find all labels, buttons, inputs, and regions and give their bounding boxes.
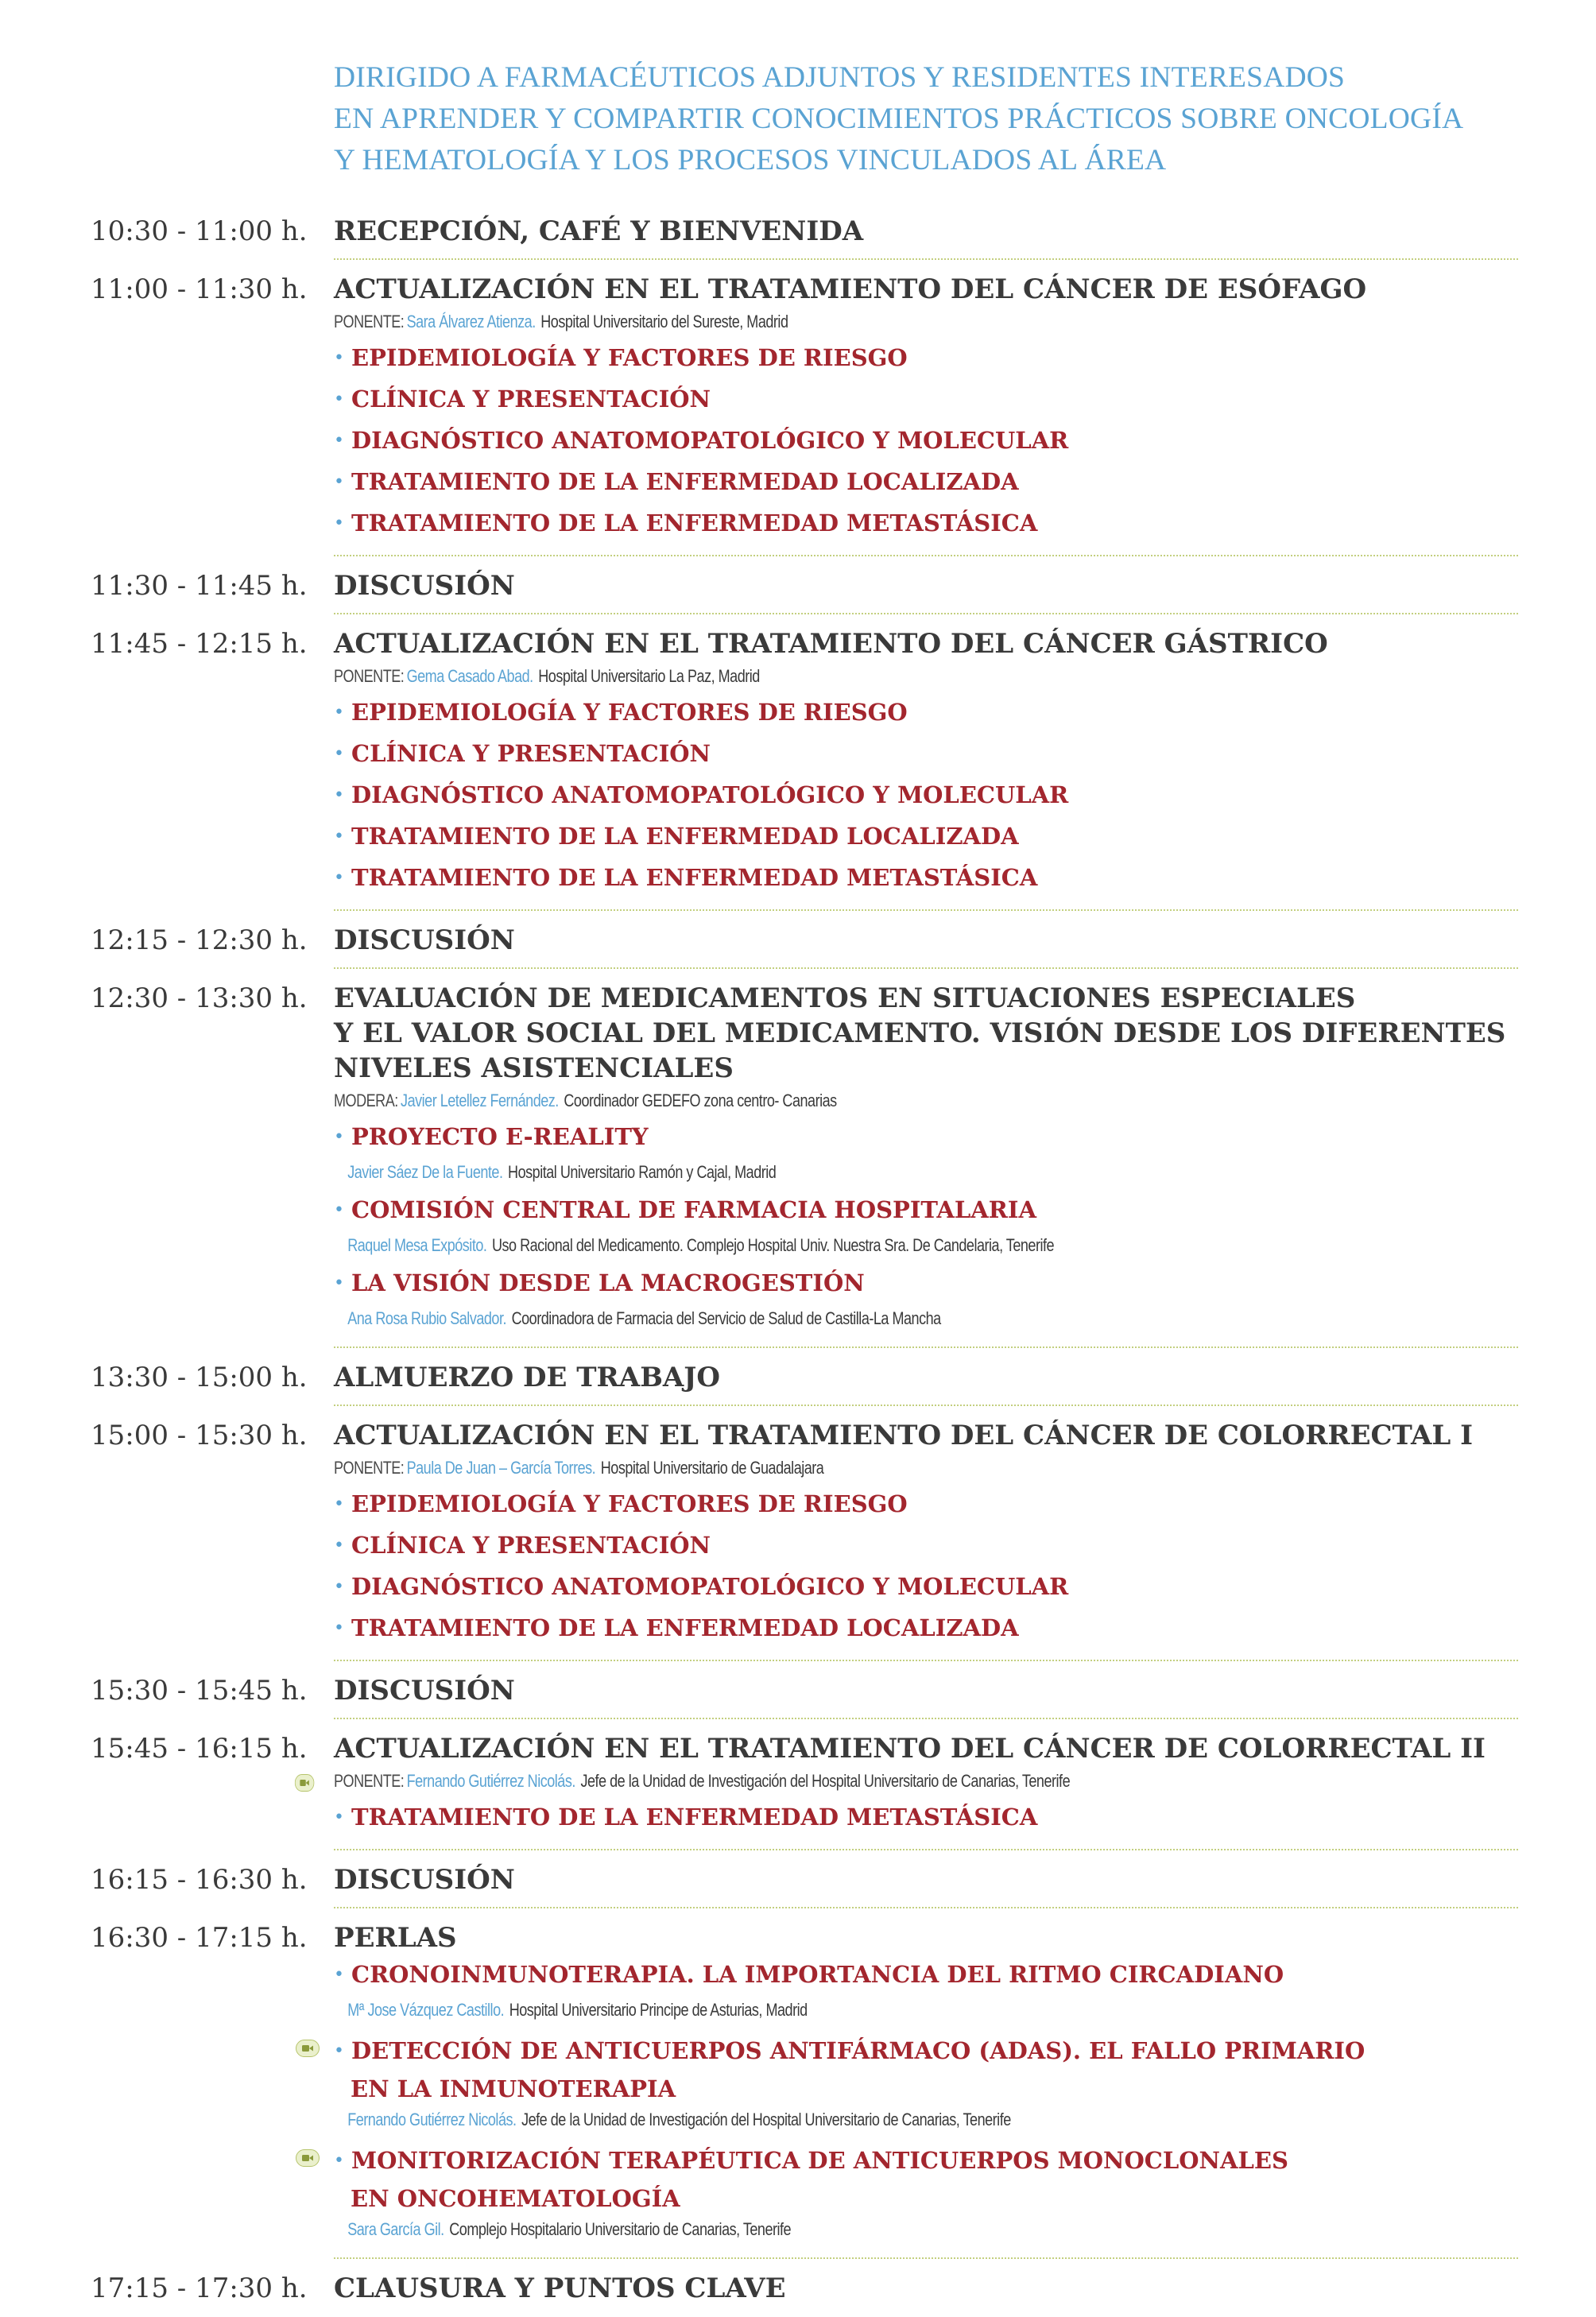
time-slot: 12:15 - 12:30 h.: [91, 924, 308, 956]
session-title: CLAUSURA Y PUNTOS CLAVE: [334, 2272, 786, 2304]
session-title: DISCUSIÓN: [334, 1675, 515, 1707]
bullet-icon: •: [334, 744, 344, 764]
schedule-block: [0, 1719, 1596, 1850]
session-title: ACTUALIZACIÓN EN EL TRATAMIENTO DEL CÁNCER GÁSTRICO: [334, 628, 1328, 660]
topic-item: • CLÍNICA Y PRESENTACIÓN: [334, 740, 711, 767]
topic-item: • CLÍNICA Y PRESENTACIÓN: [334, 386, 711, 413]
talk-title: • DETECCIÓN DE ANTICUERPOS ANTIFÁRMACO (ADAS). EL FALLO PRIMARIO EN LA INMUNOTERAPIA: [334, 2028, 1534, 2106]
speaker-affiliation: Hospital Universitario de Guadalajara: [600, 1458, 824, 1478]
schedule: [0, 202, 1596, 2317]
bullet-icon: •: [334, 1577, 344, 1597]
speaker-role: PONENTE:: [334, 1458, 405, 1478]
intro-line: DIRIGIDO A FARMACÉUTICOS ADJUNTOS Y RESIDENTES INTERESADOS: [334, 61, 1346, 94]
session-title: PERLAS: [334, 1922, 457, 1954]
talk-title: • PROYECTO E-REALITY: [334, 1123, 649, 1150]
time-slot: 15:00 - 15:30 h.: [91, 1420, 308, 1451]
talk-speaker: Raquel Mesa Expósito. Uso Racional del Medicamento. Complejo Hospital Univ. Nuestra Sra. De Candelaria, Tenerife: [347, 1235, 1055, 1255]
session-title: EVALUACIÓN DE MEDICAMENTOS EN SITUACIONES ESPECIALES Y EL VALOR SOCIAL DEL MEDICAMENTO. VISIÓN DESDE LOS DIFERENTES NIVELES ASISTENCIALES: [334, 982, 1506, 1084]
time-slot: 16:15 - 16:30 h.: [91, 1864, 308, 1896]
speaker-line: [334, 310, 1318, 334]
speaker-affiliation: Hospital Universitario La Paz, Madrid: [538, 666, 760, 686]
speaker-name: Paula De Juan – García Torres.: [406, 1458, 596, 1478]
speaker-role: PONENTE:: [334, 666, 405, 686]
schedule-block: [0, 1348, 1596, 1406]
bullet-icon: •: [334, 1965, 344, 1985]
bullet-icon: •: [334, 1618, 344, 1638]
speaker-name: Gema Casado Abad.: [406, 666, 533, 686]
schedule-block: [0, 1850, 1596, 1908]
bullet-icon: •: [334, 431, 344, 451]
bullet-icon: •: [334, 1536, 344, 1556]
bullet-icon: •: [334, 785, 344, 805]
talk-title: • LA VISIÓN DESDE LA MACROGESTIÓN: [334, 1269, 865, 1296]
topic-item: • EPIDEMIOLOGÍA Y FACTORES DE RIESGO: [334, 1490, 908, 1517]
topic-item: • TRATAMIENTO DE LA ENFERMEDAD LOCALIZADA: [334, 823, 1019, 850]
moderator-line: [334, 1089, 1318, 1113]
schedule-block: [0, 614, 1596, 911]
talk-title: • COMISIÓN CENTRAL DE FARMACIA HOSPITALARIA: [334, 1196, 1036, 1223]
speaker-line: [334, 1456, 1318, 1480]
video-camera-icon: [296, 2040, 320, 2057]
session-title: ACTUALIZACIÓN EN EL TRATAMIENTO DEL CÁNCER DE COLORRECTAL I: [334, 1420, 1474, 1451]
time-slot: 10:30 - 11:00 h.: [91, 215, 308, 247]
speaker-line: [334, 1769, 1318, 1793]
topic-item: • TRATAMIENTO DE LA ENFERMEDAD LOCALIZADA: [334, 1614, 1019, 1641]
topic-item: • CLÍNICA Y PRESENTACIÓN: [334, 1532, 711, 1559]
bullet-icon: •: [334, 1807, 344, 1827]
time-slot: 11:30 - 11:45 h.: [91, 570, 308, 602]
bullet-icon: •: [334, 513, 344, 533]
video-camera-icon: [295, 1774, 315, 1792]
time-slot: 15:30 - 15:45 h.: [91, 1675, 308, 1707]
talk-speaker: Javier Sáez De la Fuente. Hospital Universitario Ramón y Cajal, Madrid: [347, 1162, 777, 1182]
bullet-icon: •: [334, 348, 344, 368]
talk-title: • CRONOINMUNOTERAPIA. LA IMPORTANCIA DEL RITMO CIRCADIANO: [334, 1961, 1284, 1988]
talk-speaker: Mª Jose Vázquez Castillo. Hospital Universitario Principe de Asturias, Madrid: [347, 2000, 808, 2020]
time-slot: 15:45 - 16:15 h.: [91, 1733, 308, 1765]
time-slot: 11:45 - 12:15 h.: [91, 628, 308, 660]
speaker-role: MODERA:: [334, 1091, 398, 1110]
schedule-block: [0, 1406, 1596, 1661]
speaker-line: [334, 664, 1318, 688]
schedule-block: [0, 969, 1596, 1348]
speaker-affiliation: Coordinador GEDEFO zona centro- Canarias: [564, 1091, 837, 1110]
session-title: ALMUERZO DE TRABAJO: [334, 1362, 721, 1393]
intro-line: EN APRENDER Y COMPARTIR CONOCIMIENTOS PRÁCTICOS SOBRE ONCOLOGÍA: [334, 103, 1464, 135]
topic-item: • TRATAMIENTO DE LA ENFERMEDAD METASTÁSICA: [334, 864, 1038, 891]
session-title: RECEPCIÓN, CAFÉ Y BIENVENIDA: [334, 215, 864, 247]
topic-item: • EPIDEMIOLOGÍA Y FACTORES DE RIESGO: [334, 344, 908, 371]
video-camera-icon: [296, 2149, 320, 2167]
topic-item: • TRATAMIENTO DE LA ENFERMEDAD METASTÁSICA: [334, 1804, 1038, 1831]
schedule-block: [0, 260, 1596, 556]
speaker-name: Sara Álvarez Atienza.: [406, 312, 536, 331]
bullet-icon: •: [334, 703, 344, 723]
talk-speaker: Fernando Gutiérrez Nicolás. Jefe de la Unidad de Investigación del Hospital Universitario de Canarias, Tenerife: [347, 2110, 1011, 2129]
bullet-icon: •: [334, 868, 344, 888]
speaker-name: Javier Letellez Fernández.: [401, 1091, 559, 1110]
time-slot: 13:30 - 15:00 h.: [91, 1362, 308, 1393]
talk-speaker: Sara García Gil. Complejo Hospitalario Universitario de Canarias, Tenerife: [347, 2219, 792, 2239]
speaker-name: Fernando Gutiérrez Nicolás.: [406, 1771, 575, 1791]
schedule-block: [0, 1908, 1596, 2259]
time-slot: 12:30 - 13:30 h.: [91, 982, 308, 1014]
speaker-role: PONENTE:: [334, 312, 405, 331]
speaker-role: PONENTE:: [334, 1771, 405, 1791]
time-slot: 16:30 - 17:15 h.: [91, 1922, 308, 1954]
topic-item: • DIAGNÓSTICO ANATOMOPATOLÓGICO Y MOLECULAR: [334, 781, 1069, 808]
topic-item: • TRATAMIENTO DE LA ENFERMEDAD METASTÁSICA: [334, 510, 1038, 537]
bullet-icon: •: [334, 2151, 344, 2171]
talk-speaker: Ana Rosa Rubio Salvador. Coordinadora de Farmacia del Servicio de Salud de Castilla-La Mancha: [347, 1308, 941, 1328]
bullet-icon: •: [334, 1273, 344, 1293]
intro-text: [334, 57, 1542, 181]
session-title: DISCUSIÓN: [334, 1864, 515, 1896]
session-title: ACTUALIZACIÓN EN EL TRATAMIENTO DEL CÁNCER DE ESÓFAGO: [334, 273, 1367, 305]
bullet-icon: •: [334, 1200, 344, 1220]
intro-line: Y HEMATOLOGÍA Y LOS PROCESOS VINCULADOS AL ÁREA: [334, 144, 1167, 176]
session-title: DISCUSIÓN: [334, 924, 515, 956]
speaker-affiliation: Hospital Universitario del Sureste, Madrid: [540, 312, 788, 331]
bullet-icon: •: [334, 2041, 344, 2061]
schedule-block: [0, 2259, 1596, 2317]
topic-item: • DIAGNÓSTICO ANATOMOPATOLÓGICO Y MOLECULAR: [334, 1573, 1069, 1600]
bullet-icon: •: [334, 1494, 344, 1514]
topic-item: • DIAGNÓSTICO ANATOMOPATOLÓGICO Y MOLECULAR: [334, 427, 1069, 454]
session-title: ACTUALIZACIÓN EN EL TRATAMIENTO DEL CÁNCER DE COLORRECTAL II: [334, 1733, 1486, 1765]
schedule-block: [0, 202, 1596, 260]
schedule-block: [0, 556, 1596, 614]
speaker-affiliation: Jefe de la Unidad de Investigación del Hospital Universitario de Canarias, Tenerife: [580, 1771, 1071, 1791]
schedule-block: [0, 911, 1596, 969]
topic-item: • TRATAMIENTO DE LA ENFERMEDAD LOCALIZADA: [334, 468, 1019, 495]
session-title: DISCUSIÓN: [334, 570, 515, 602]
schedule-block: [0, 1661, 1596, 1719]
bullet-icon: •: [334, 389, 344, 409]
time-slot: 11:00 - 11:30 h.: [91, 273, 308, 305]
bullet-icon: •: [334, 1127, 344, 1147]
topic-item: • EPIDEMIOLOGÍA Y FACTORES DE RIESGO: [334, 699, 908, 726]
talk-title: • MONITORIZACIÓN TERAPÉUTICA DE ANTICUERPOS MONOCLONALES EN ONCOHEMATOLOGÍA: [334, 2138, 1534, 2216]
bullet-icon: •: [334, 827, 344, 847]
bullet-icon: •: [334, 472, 344, 492]
time-slot: 17:15 - 17:30 h.: [91, 2272, 308, 2304]
